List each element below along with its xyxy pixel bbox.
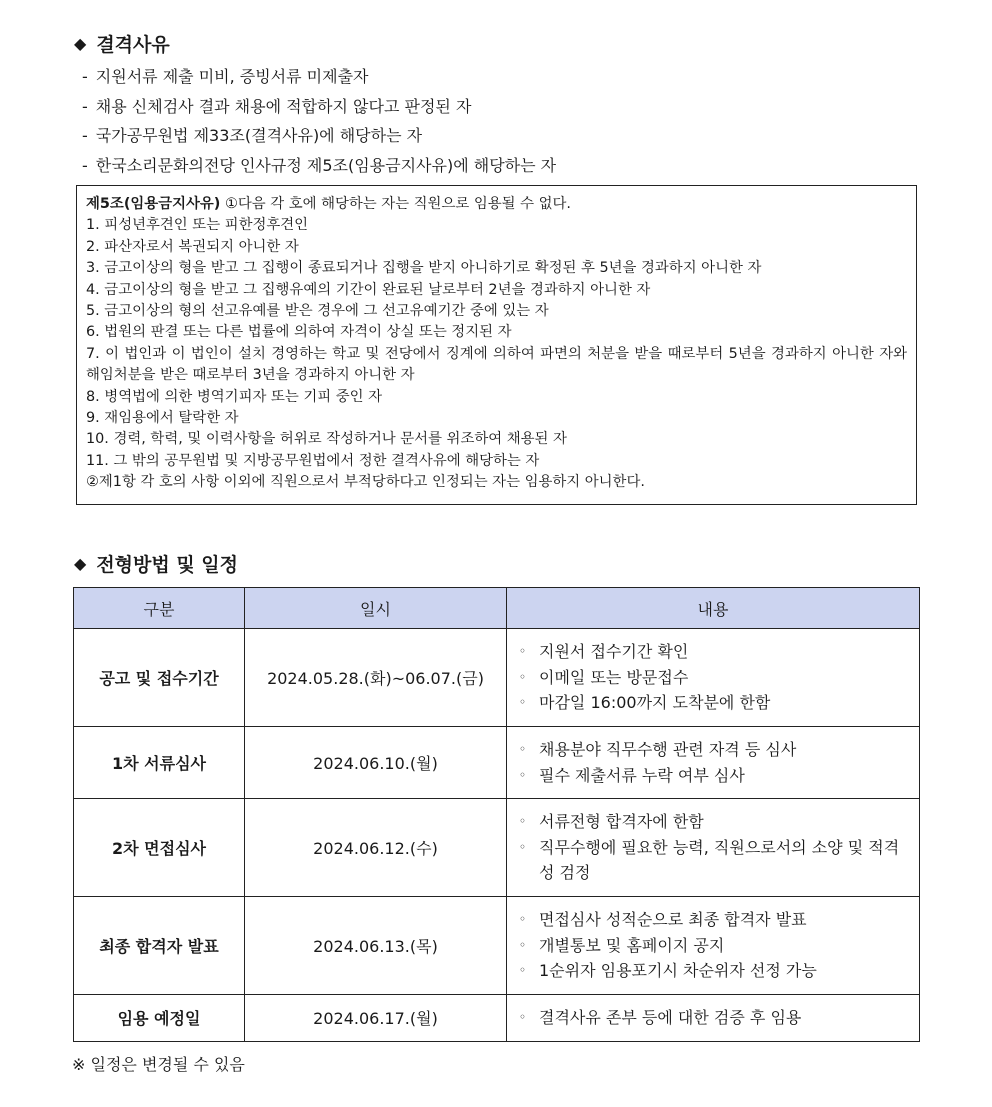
bullet-text: 면접심사 성적순으로 최종 합격자 발표: [539, 910, 807, 930]
bullet-item: [519, 907, 907, 933]
bullet-text: 1순위자 임용포기시 차순위자 선정 가능: [539, 961, 817, 981]
section-title-disqualification: [74, 30, 170, 57]
date-cell: 2024.06.13.(목): [245, 897, 507, 995]
regulation-line: 3. 금고이상의 형을 받고 그 집행이 종료되거나 집행을 받지 아니하기로 확정된 후 5년을 경과하지 아니한 자: [86, 260, 762, 277]
regulation-line: 1. 피성년후견인 또는 피한정후견인: [86, 217, 309, 234]
content-cell: [507, 629, 920, 727]
section-title-text: 전형방법 및 일정: [96, 554, 239, 576]
bullet-icon: ◦: [519, 937, 527, 952]
bullet-item: [519, 809, 907, 835]
list-item: [82, 62, 556, 92]
bullet-icon: ◦: [519, 963, 527, 978]
bullet-icon: ◦: [519, 644, 527, 659]
date-cell: 2024.05.28.(화)~06.07.(금): [245, 629, 507, 727]
list-item-text: 지원서류 제출 미비, 증빙서류 미제출자: [95, 67, 369, 86]
section-title-schedule: [74, 550, 238, 577]
disqualification-list: [82, 62, 556, 180]
bullet-text: 지원서 접수기간 확인: [539, 642, 689, 662]
regulation-line: 10. 경력, 학력, 및 이력사항을 허위로 작성하거나 문서를 위조하여 채용된 자: [86, 431, 567, 448]
bullet-text: 직무수행에 필요한 능력, 직원으로서의 소양 및 적격성 검정: [539, 837, 900, 883]
bullet-icon: ◦: [519, 695, 527, 710]
bullet-icon: ◦: [519, 669, 527, 684]
list-item: [82, 121, 556, 151]
date-cell: 2024.06.10.(월): [245, 727, 507, 799]
regulation-line: ②제1항 각 호의 사항 이외에 직원으로서 부적당하다고 인정되는 자는 임용하지 아니한다.: [86, 474, 645, 491]
bullet-text: 마감일 16:00까지 도착분에 한함: [539, 693, 771, 713]
stage-cell: 공고 및 접수기간: [74, 629, 245, 727]
content-cell: [507, 799, 920, 897]
table-row: [74, 799, 920, 897]
bullet-item: [519, 763, 907, 789]
bullet-text: 필수 제출서류 누락 여부 심사: [539, 765, 745, 785]
bullet-item: [519, 665, 907, 691]
regulation-heading-line: [86, 194, 907, 215]
bullet-item: [519, 639, 907, 665]
bullet-item: [519, 737, 907, 763]
stage-cell: 2차 면접심사: [74, 799, 245, 897]
content-cell: [507, 727, 920, 799]
dash-icon: -: [82, 96, 88, 116]
list-item-text: 채용 신체검사 결과 채용에 적합하지 않다고 판정된 자: [95, 96, 472, 116]
stage-cell: 임용 예정일: [74, 995, 245, 1042]
schedule-table: [73, 587, 920, 1042]
bullet-text: 이메일 또는 방문접수: [539, 667, 689, 687]
bullet-icon: ◦: [519, 767, 527, 782]
bullet-text: 개별통보 및 홈페이지 공지: [539, 935, 725, 955]
stage-cell: 최종 합격자 발표: [74, 897, 245, 995]
dash-icon: -: [82, 155, 88, 175]
bullet-text: 결격사유 존부 등에 대한 검증 후 임용: [539, 1008, 802, 1027]
regulation-line: 11. 그 밖의 공무원법 및 지방공무원법에서 정한 결격사유에 해당하는 자: [86, 452, 540, 469]
regulation-line: 7. 이 법인과 이 법인이 설치 경영하는 학교 및 전당에서 징계에 의하여 파면의 처분을 받을 때로부터 5년을 경과하지 아니한 자와 해임처분을 받은 때로부터 3년을 경과하지 아니한 자: [86, 345, 907, 384]
table-row: [74, 629, 920, 727]
bullet-icon: ◦: [519, 1010, 527, 1024]
bullet-item: [519, 958, 907, 984]
regulation-line: 6. 법원의 판결 또는 다른 법률에 의하여 자격이 상실 또는 정지된 자: [86, 324, 512, 341]
list-item: [82, 92, 556, 122]
regulation-line: 2. 파산자로서 복권되지 아니한 자: [86, 238, 299, 255]
regulation-box: [76, 185, 917, 505]
list-item: [82, 151, 556, 181]
regulation-heading: 제5조(임용금지사유): [86, 196, 221, 212]
stage-cell: 1차 서류심사: [74, 727, 245, 799]
bullet-item: [519, 690, 907, 716]
table-row: [74, 727, 920, 799]
bullet-icon: ◦: [519, 912, 527, 927]
table-header-row: [74, 588, 920, 629]
regulation-line: 5. 금고이상의 형의 선고유예를 받은 경우에 그 선고유예기간 중에 있는 자: [86, 303, 549, 320]
bullet-item: [519, 933, 907, 959]
column-header-date: 일시: [245, 588, 507, 629]
date-cell: 2024.06.12.(수): [245, 799, 507, 897]
column-header-content: 내용: [507, 588, 920, 629]
table-row: [74, 897, 920, 995]
bullet-icon: ◦: [519, 839, 527, 854]
bullet-icon: ◦: [519, 814, 527, 829]
bullet-text: 채용분야 직무수행 관련 자격 등 심사: [539, 740, 797, 759]
column-header-stage: 구분: [74, 588, 245, 629]
content-cell: [507, 897, 920, 995]
dash-icon: -: [82, 126, 88, 145]
list-item-text: 한국소리문화의전당 인사규정 제5조(임용금지사유)에 해당하는 자: [95, 155, 557, 175]
bullet-item: [519, 835, 907, 886]
regulation-intro: ①다음 각 호에 해당하는 자는 직원으로 임용될 수 없다.: [220, 196, 571, 212]
section-title-text: 결격사유: [96, 34, 170, 56]
bullet-item: [519, 1005, 907, 1031]
schedule-note: ※ 일정은 변경될 수 있음: [72, 1055, 245, 1074]
bullet-text: 서류전형 합격자에 한함: [539, 812, 704, 832]
regulation-line: 4. 금고이상의 형을 받고 그 집행유예의 기간이 완료된 날로부터 2년을 경과하지 아니한 자: [86, 281, 651, 298]
table-row: [74, 995, 920, 1042]
list-item-text: 국가공무원법 제33조(결격사유)에 해당하는 자: [95, 126, 423, 145]
dash-icon: -: [82, 67, 88, 86]
content-cell: [507, 995, 920, 1042]
diamond-icon: ◆: [74, 34, 87, 53]
regulation-line: 8. 병역법에 의한 병역기피자 또는 기피 중인 자: [86, 388, 382, 405]
regulation-line: 9. 재임용에서 탈락한 자: [86, 410, 239, 427]
date-cell: 2024.06.17.(월): [245, 995, 507, 1042]
diamond-icon: ◆: [74, 554, 87, 573]
bullet-icon: ◦: [519, 742, 527, 756]
